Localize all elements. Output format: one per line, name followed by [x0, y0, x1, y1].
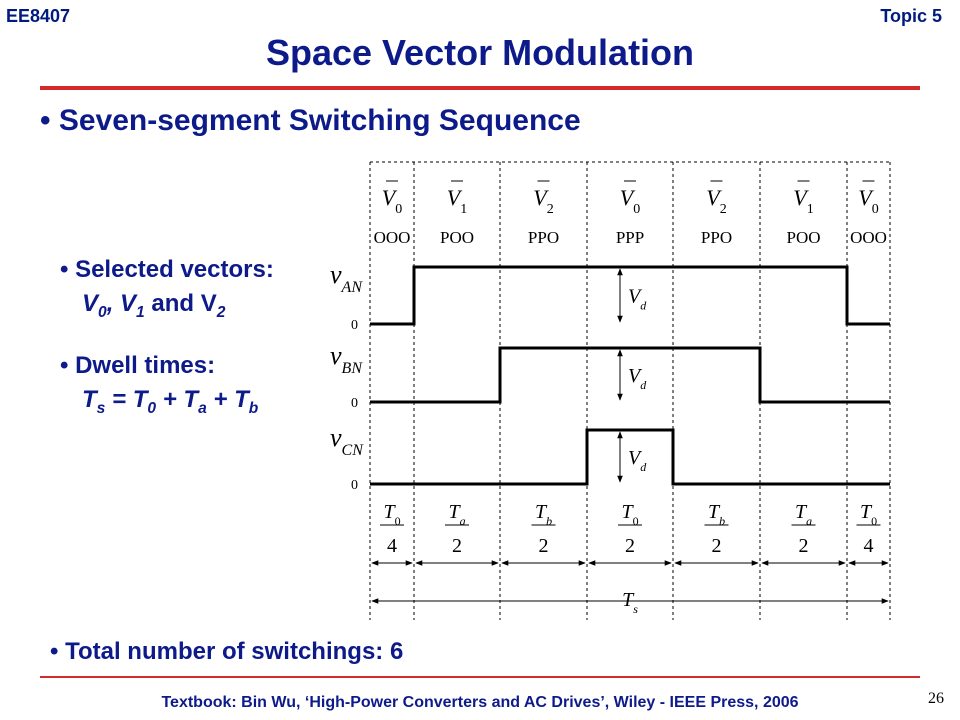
dwell-times-equation: $T_s = T_0 + T_a + T_b$ [82, 386, 259, 417]
page-number: 26 [928, 690, 944, 707]
dwell-time-numerator: $T_b$ [707, 501, 726, 528]
vector-label: $V_1$ [446, 185, 468, 217]
amplitude-label: $V_d$ [628, 285, 647, 313]
dwell-time-denominator: 2 [625, 535, 635, 557]
section-heading: • Seven-segment Switching Sequence [40, 104, 581, 137]
switching-state: OOO [373, 228, 411, 247]
switching-state: POO [786, 228, 821, 247]
dwell-time-numerator: $T_b$ [534, 501, 553, 528]
zero-level-label: 0 [351, 318, 358, 333]
dwell-time-numerator: $T_0$ [383, 501, 401, 528]
dwell-time-denominator: 2 [711, 535, 722, 557]
dwell-time-numerator: $T_0$ [621, 501, 639, 528]
amplitude-label: $V_d$ [628, 365, 647, 392]
title-divider [40, 86, 920, 90]
dwell-time-denominator: 2 [798, 535, 809, 557]
textbook-reference: Textbook: Bin Wu, ‘High-Power Converters and AC Drives’, Wiley - IEEE Press, 2006 [161, 694, 799, 711]
vector-label: $V_1$ [793, 185, 814, 217]
waveform-label: $v_{CN}$ [330, 423, 363, 459]
waveform-label: $v_{BN}$ [330, 341, 362, 377]
dwell-time-denominator: 4 [387, 535, 397, 557]
slide-title: Space Vector Modulation [265, 32, 695, 73]
vector-label: $V_0$ [858, 185, 879, 217]
course-code: EE8407 [6, 6, 71, 26]
switching-state: PPO [700, 228, 733, 247]
zero-level-label: 0 [351, 478, 358, 493]
switching-sequence-diagram [300, 150, 910, 630]
waveform-label: $v_{AN}$ [330, 260, 362, 296]
footer-divider [40, 676, 920, 678]
topic-label: Topic 5 [880, 6, 942, 26]
vector-label: $V_0$ [619, 185, 641, 217]
dwell-time-numerator: $T_a$ [794, 501, 813, 528]
dwell-time-denominator: 2 [452, 535, 462, 557]
period-label: $T_s$ [622, 589, 638, 616]
switching-state: OOO [850, 228, 887, 247]
vector-label: $V_2$ [533, 185, 554, 217]
selected-vectors-line: $V_0$, $V_1$ and $V_2$ [82, 290, 226, 321]
dwell-times-label: • Dwell times: [60, 352, 216, 379]
dwell-time-numerator: $T_0$ [859, 501, 878, 528]
switching-state: PPP [615, 228, 645, 247]
dwell-time-numerator: $T_a$ [448, 501, 466, 528]
amplitude-label: $V_d$ [628, 447, 647, 474]
switching-state: POO [439, 228, 475, 247]
vector-label: $V_2$ [706, 185, 727, 217]
total-switchings: • Total number of switchings: 6 [50, 638, 404, 665]
dwell-time-denominator: 4 [863, 535, 874, 557]
switching-state: PPO [527, 228, 560, 247]
selected-vectors-label: • Selected vectors: [60, 256, 274, 283]
dwell-time-denominator: 2 [538, 535, 549, 557]
vector-label: $V_0$ [381, 185, 403, 217]
zero-level-label: 0 [351, 396, 358, 411]
